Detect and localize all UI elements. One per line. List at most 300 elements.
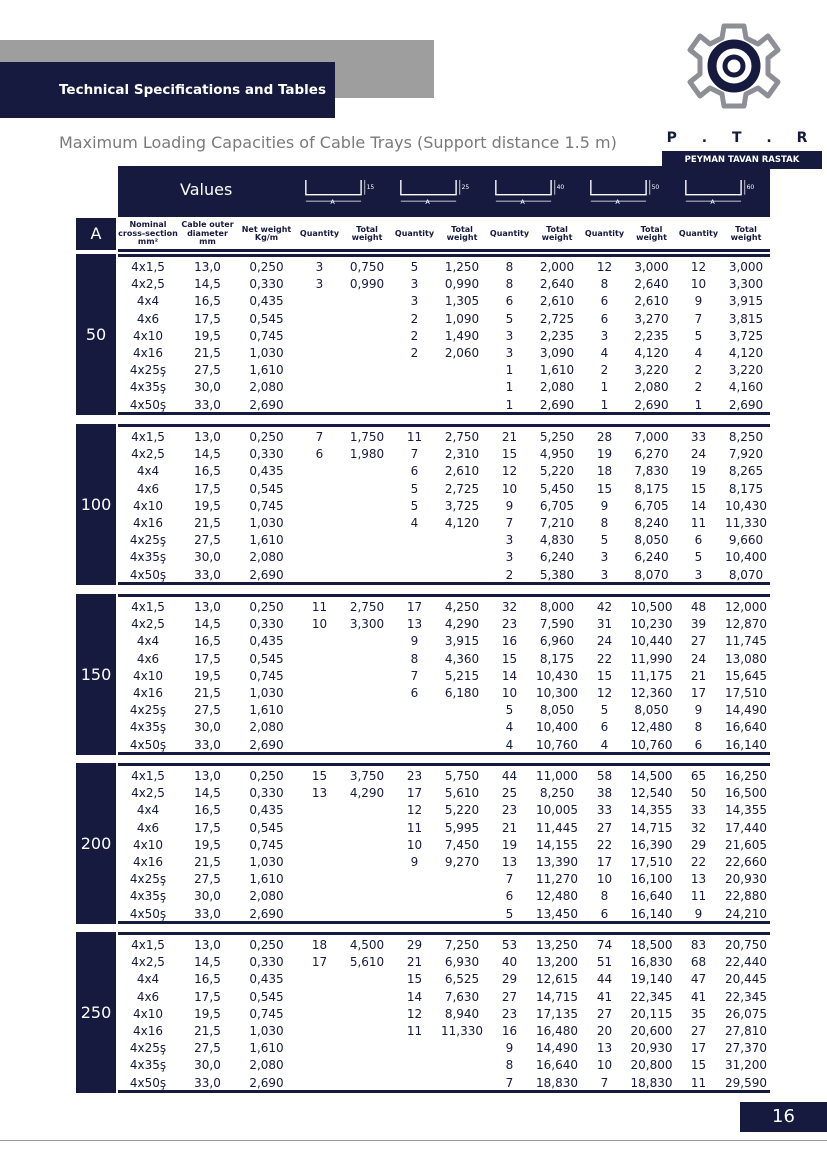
table-cell: 11 [690, 516, 707, 530]
values-label: Values [180, 180, 233, 199]
table-cell [343, 633, 391, 650]
table-cell: 0,750 [349, 260, 385, 274]
table-cell: 5,995 [444, 820, 480, 835]
table-cell: 12,000 [725, 600, 767, 614]
table-cell: 5 [505, 703, 514, 718]
table-cell: 14,490 [536, 1041, 578, 1056]
table-cell: 7 [505, 516, 514, 530]
table-cell: 42 [596, 600, 613, 614]
table-cell: 4x10 [132, 668, 163, 683]
table-cell: 11,330 [441, 1024, 483, 1038]
tray-width-label: A [615, 197, 620, 206]
table-cell: 2,725 [444, 481, 480, 496]
column-header: Total weight [730, 224, 762, 242]
table-cell: 16 [501, 634, 518, 649]
table-cell: 0,330 [249, 786, 284, 801]
table-cell: 13 [311, 786, 328, 801]
table-cell: 0,545 [249, 311, 284, 326]
table-cell: 2,750 [349, 600, 385, 614]
table-row [118, 259, 770, 276]
table-cell: 8,240 [634, 516, 669, 530]
table-cell: 6 [410, 464, 419, 479]
table-cell: 17 [690, 1041, 707, 1056]
table-row [118, 785, 770, 802]
table-cell: 12,480 [536, 889, 578, 904]
table-cell: 4x1,5 [131, 938, 165, 952]
table-cell [343, 311, 391, 328]
table-cell: 16,500 [725, 786, 767, 801]
table-cell: 13,080 [725, 651, 767, 666]
table-cell: 3 [505, 328, 514, 343]
column-header: Quantity [678, 228, 719, 238]
table-cell: 1,030 [249, 855, 284, 869]
table-cell [296, 802, 343, 819]
table-cell: 18,500 [630, 938, 673, 952]
table-cell: 12 [501, 464, 518, 479]
table-cell: 10,230 [630, 617, 673, 632]
table-cell: 14,5 [194, 617, 221, 632]
table-cell: 4,950 [539, 447, 575, 462]
table-cell: 16,140 [725, 737, 767, 752]
table-cell: 6 [315, 447, 324, 462]
table-cell: 14,155 [536, 837, 578, 852]
table-cell: 5 [600, 533, 609, 548]
table-cell [343, 328, 391, 345]
column-header: Quantity [489, 228, 530, 238]
group-top-rule [118, 424, 770, 427]
table-cell: 33,0 [194, 1075, 221, 1090]
table-cell: 4x35ş [129, 380, 167, 395]
table-cell: 14,500 [630, 769, 673, 783]
tray-width-label: A [330, 197, 335, 206]
table-cell [296, 549, 343, 566]
table-cell: 23 [501, 1006, 518, 1021]
table-row [118, 362, 770, 379]
table-cell: 4x4 [136, 294, 160, 309]
table-cell: 4,120 [634, 346, 669, 360]
table-cell: 1,250 [444, 260, 480, 274]
table-cell: 13,250 [536, 938, 578, 952]
table-cell [296, 362, 343, 379]
table-cell: 5 [600, 703, 609, 718]
table-cell: 12 [596, 260, 613, 274]
table-cell: 16,830 [630, 955, 673, 970]
table-cell [296, 1040, 343, 1057]
table-cell: 1,610 [249, 1041, 284, 1056]
tray-profile-icon [494, 176, 564, 206]
column-header: Total weight [541, 224, 573, 242]
table-cell: 23 [406, 769, 423, 783]
column-header: Nominal cross-section mm² [118, 220, 178, 247]
table-cell: 9 [694, 703, 703, 718]
table-cell [296, 481, 343, 498]
table-cell: 2,640 [634, 277, 669, 292]
table-cell: 13,0 [194, 600, 221, 614]
table-cell [343, 515, 391, 532]
table-row [118, 328, 770, 345]
table-cell: 2 [694, 363, 703, 378]
table-cell: 16,100 [630, 872, 673, 887]
table-cell: 6 [600, 720, 609, 735]
table-cell [343, 345, 391, 362]
table-cell: 11,000 [536, 769, 578, 783]
table-cell: 17 [406, 600, 423, 614]
table-cell: 4x50ş [129, 567, 167, 582]
table-cell [438, 719, 486, 736]
table-cell [296, 311, 343, 328]
table-cell: 11 [406, 820, 423, 835]
table-cell: 1,030 [249, 1024, 284, 1038]
group-bottom-rule [118, 1090, 770, 1093]
table-cell: 21,605 [725, 837, 767, 852]
table-cell [438, 379, 486, 396]
page-bottom-rule [0, 1140, 827, 1141]
table-cell: 10,005 [536, 803, 578, 818]
table-cell: 1,610 [249, 703, 284, 718]
tray-profile-icon [684, 176, 754, 206]
table-cell: 3,300 [349, 617, 385, 632]
table-cell: 10,760 [630, 737, 673, 752]
table-cell: 21 [501, 820, 518, 835]
table-cell: 13 [596, 1041, 613, 1056]
table-cell: 12 [596, 686, 613, 700]
table-cell: 2,080 [249, 889, 284, 904]
table-cell: 2,750 [444, 430, 480, 444]
table-cell: 4x4 [136, 634, 160, 649]
table-cell: 27 [596, 820, 613, 835]
table-cell [438, 532, 486, 549]
table-cell: 19,5 [194, 1006, 221, 1021]
table-row [118, 345, 770, 362]
table-cell: 31,200 [725, 1058, 767, 1073]
table-cell: 21,5 [194, 516, 221, 530]
table-cell: 58 [596, 769, 613, 783]
table-cell: 27 [501, 989, 518, 1004]
table-cell: 2,690 [249, 1075, 284, 1090]
table-cell: 15 [311, 769, 328, 783]
table-cell [296, 1023, 343, 1040]
group-top-rule [118, 932, 770, 935]
table-cell: 15,645 [725, 668, 767, 683]
table-cell: 4x4 [136, 464, 160, 479]
table-cell: 1,030 [249, 686, 284, 700]
table-cell [343, 989, 391, 1006]
table-cell: 16,5 [194, 464, 221, 479]
table-cell: 4x4 [136, 972, 160, 987]
table-row [118, 719, 770, 736]
table-cell: 17 [311, 955, 328, 970]
table-cell: 0,990 [444, 277, 480, 292]
table-cell: 4x10 [132, 328, 163, 343]
table-cell: 3,300 [728, 277, 764, 292]
table-cell: 8 [694, 720, 703, 735]
table-cell: 2,060 [444, 346, 480, 360]
column-header: Quantity [299, 228, 340, 238]
tray-height-label: 50 [651, 184, 659, 192]
table-cell: 9 [694, 906, 703, 921]
table-cell: 53 [501, 938, 518, 952]
table-cell: 6,270 [634, 447, 669, 462]
table-cell: 3,915 [444, 634, 480, 649]
table-cell: 35 [690, 1006, 707, 1021]
table-cell: 5,610 [444, 786, 480, 801]
table-cell: 0,435 [249, 634, 284, 649]
table-cell [296, 1006, 343, 1023]
table-cell: 1,305 [444, 294, 480, 309]
table-row [118, 888, 770, 905]
group-bottom-rule [118, 752, 770, 755]
table-cell: 4x35ş [129, 720, 167, 735]
table-cell: 4,160 [728, 380, 764, 395]
table-cell: 5 [410, 498, 419, 513]
table-cell: 2,640 [539, 277, 575, 292]
table-cell: 48 [690, 600, 707, 614]
table-cell: 4x2,5 [131, 955, 165, 970]
table-cell: 2,235 [539, 328, 575, 343]
table-cell: 20,600 [630, 1024, 673, 1038]
table-cell: 28 [596, 430, 613, 444]
table-cell: 4x16 [132, 1024, 163, 1038]
table-cell: 12,360 [630, 686, 673, 700]
table-cell: 33,0 [194, 737, 221, 752]
table-row [118, 633, 770, 650]
column-header: Total weight [636, 224, 667, 242]
table-cell: 16,250 [725, 769, 767, 783]
table-cell [296, 971, 343, 988]
table-cell: 10 [501, 686, 518, 700]
table-row [118, 446, 770, 463]
group-top-rule [118, 254, 770, 257]
a-value-200: 200 [76, 763, 116, 924]
table-cell [296, 989, 343, 1006]
table-cell: 13,450 [536, 906, 578, 921]
table-cell: 8,070 [634, 567, 669, 582]
table-cell: 0,250 [249, 600, 284, 614]
table-cell: 7 [410, 447, 419, 462]
table-cell [343, 668, 391, 685]
table-cell [438, 549, 486, 566]
table-cell: 13,0 [194, 430, 221, 444]
table-row [118, 768, 770, 785]
table-row [118, 549, 770, 566]
table-cell: 10,400 [536, 720, 578, 735]
table-cell: 1,030 [249, 346, 284, 360]
table-cell: 14,5 [194, 955, 221, 970]
table-cell: 3,750 [349, 769, 385, 783]
table-cell [391, 1040, 438, 1057]
table-cell: 29,590 [725, 1075, 767, 1090]
table-cell [296, 463, 343, 480]
table-cell: 4x16 [132, 346, 163, 360]
table-row [118, 1006, 770, 1023]
table-cell: 4x35ş [129, 550, 167, 565]
table-cell: 29 [406, 938, 423, 952]
table-cell: 19 [596, 447, 613, 462]
table-cell: 33,0 [194, 397, 221, 412]
table-cell: 5 [410, 481, 419, 496]
table-cell: 16,640 [536, 1058, 578, 1073]
table-cell: 14 [406, 989, 423, 1004]
table-cell: 27,370 [725, 1041, 767, 1056]
table-cell: 29 [690, 837, 707, 852]
table-cell: 4,290 [444, 617, 480, 632]
table-row [118, 702, 770, 719]
table-cell: 22 [596, 651, 613, 666]
table-cell: 0,435 [249, 803, 284, 818]
table-cell: 20,115 [630, 1006, 673, 1021]
table-cell: 0,330 [249, 955, 284, 970]
table-cell: 8 [505, 260, 514, 274]
table-cell [391, 549, 438, 566]
table-row [118, 837, 770, 854]
table-cell [343, 802, 391, 819]
table-cell: 2,080 [249, 380, 284, 395]
table-cell: 4x35ş [129, 889, 167, 904]
table-cell: 1,610 [539, 363, 575, 378]
table-cell: 8 [505, 277, 514, 292]
table-cell: 12,540 [630, 786, 673, 801]
table-cell: 14,715 [536, 989, 578, 1004]
table-cell: 13,390 [536, 855, 578, 869]
table-cell: 19,140 [630, 972, 673, 987]
table-cell: 4x25ş [129, 363, 167, 378]
table-cell: 74 [596, 938, 613, 952]
table-cell [296, 1057, 343, 1074]
table-cell: 14,355 [630, 803, 673, 818]
table-cell: 17,5 [194, 311, 221, 326]
table-cell: 6,240 [539, 550, 575, 565]
table-cell: 24,210 [725, 906, 767, 921]
table-cell: 21,5 [194, 346, 221, 360]
table-subtitle: Maximum Loading Capacities of Cable Trays (Support distance 1.5 m) [59, 133, 617, 152]
table-cell: 8,940 [444, 1006, 480, 1021]
table-row [118, 1023, 770, 1040]
table-cell: 2,690 [539, 397, 575, 412]
table-cell [343, 871, 391, 888]
table-cell: 8,250 [539, 786, 575, 801]
column-header: Cable outer diameter mm [181, 220, 234, 247]
table-cell: 11,270 [536, 872, 578, 887]
table-cell: 4 [505, 737, 514, 752]
table-row [118, 871, 770, 888]
table-cell [343, 463, 391, 480]
table-cell: 1 [505, 363, 514, 378]
table-cell: 11 [406, 430, 423, 444]
table-cell: 7,920 [728, 447, 764, 462]
table-cell: 4x10 [132, 837, 163, 852]
table-cell: 4x2,5 [131, 447, 165, 462]
table-cell: 1,750 [349, 430, 385, 444]
tray-width-label: A [425, 197, 430, 206]
table-cell: 9,270 [444, 855, 480, 869]
table-cell: 3 [410, 277, 419, 292]
table-cell: 4,500 [349, 938, 385, 952]
table-cell: 7 [600, 1075, 609, 1090]
table-cell: 4x35ş [129, 1058, 167, 1073]
table-cell [438, 888, 486, 905]
column-header: Quantity [584, 228, 625, 238]
table-cell: 11,330 [725, 516, 767, 530]
table-cell: 4,250 [444, 600, 480, 614]
table-cell: 5 [694, 550, 703, 565]
table-cell [296, 532, 343, 549]
table-cell [438, 1057, 486, 1074]
table-cell: 22,660 [725, 855, 767, 869]
table-cell: 6,180 [444, 686, 480, 700]
table-cell: 4x2,5 [131, 277, 165, 292]
table-cell: 27,5 [194, 1041, 221, 1056]
table-cell: 13,0 [194, 938, 221, 952]
table-cell: 1,610 [249, 363, 284, 378]
table-cell: 9 [410, 634, 419, 649]
table-cell: 24 [690, 447, 707, 462]
table-cell: 68 [690, 955, 707, 970]
table-cell: 4,290 [349, 786, 385, 801]
table-cell: 4 [694, 346, 703, 360]
table-cell: 6 [600, 294, 609, 309]
table-cell: 16 [501, 1024, 518, 1038]
table-cell: 4x1,5 [131, 769, 165, 783]
table-cell: 12 [690, 260, 707, 274]
table-cell [343, 837, 391, 854]
table-cell: 44 [596, 972, 613, 987]
table-cell: 19,5 [194, 498, 221, 513]
table-cell: 1 [600, 397, 609, 412]
group-bottom-rule [118, 412, 770, 415]
table-cell: 6,240 [634, 550, 669, 565]
table-cell: 10 [311, 617, 328, 632]
table-cell: 27,5 [194, 872, 221, 887]
table-cell [438, 871, 486, 888]
table-cell: 3,090 [539, 346, 575, 360]
table-cell: 0,990 [349, 277, 385, 292]
table-row [118, 532, 770, 549]
table-cell: 14,715 [630, 820, 673, 835]
header-divider [118, 214, 770, 217]
table-cell: 9 [600, 498, 609, 513]
table-cell: 19,5 [194, 837, 221, 852]
table-cell: 19 [501, 837, 518, 852]
table-cell: 11,445 [536, 820, 578, 835]
table-row [118, 802, 770, 819]
table-cell: 15 [501, 447, 518, 462]
tray-profile-icon [399, 176, 469, 206]
table-cell: 2 [410, 311, 419, 326]
table-cell: 18,830 [536, 1075, 578, 1090]
table-cell [296, 668, 343, 685]
table-cell: 11 [311, 600, 328, 614]
table-cell [391, 1057, 438, 1074]
table-cell: 11 [406, 1024, 423, 1038]
table-cell: 10,430 [536, 668, 578, 683]
table-cell: 4,360 [444, 651, 480, 666]
table-cell: 7,000 [634, 430, 669, 444]
table-cell: 24 [690, 651, 707, 666]
tray-height-label: 15 [366, 184, 374, 192]
table-cell: 3,725 [444, 498, 480, 513]
table-cell: 1,610 [249, 533, 284, 548]
table-cell [391, 888, 438, 905]
table-cell: 15 [690, 1058, 707, 1073]
table-cell: 33 [690, 430, 707, 444]
table-cell: 4x50ş [129, 397, 167, 412]
column-header: Net weight Kg/m [241, 224, 292, 242]
table-cell: 4x16 [132, 855, 163, 869]
table-cell: 12,615 [536, 972, 578, 987]
table-cell: 0,330 [249, 617, 284, 632]
table-cell: 23 [501, 803, 518, 818]
table-cell [296, 685, 343, 702]
